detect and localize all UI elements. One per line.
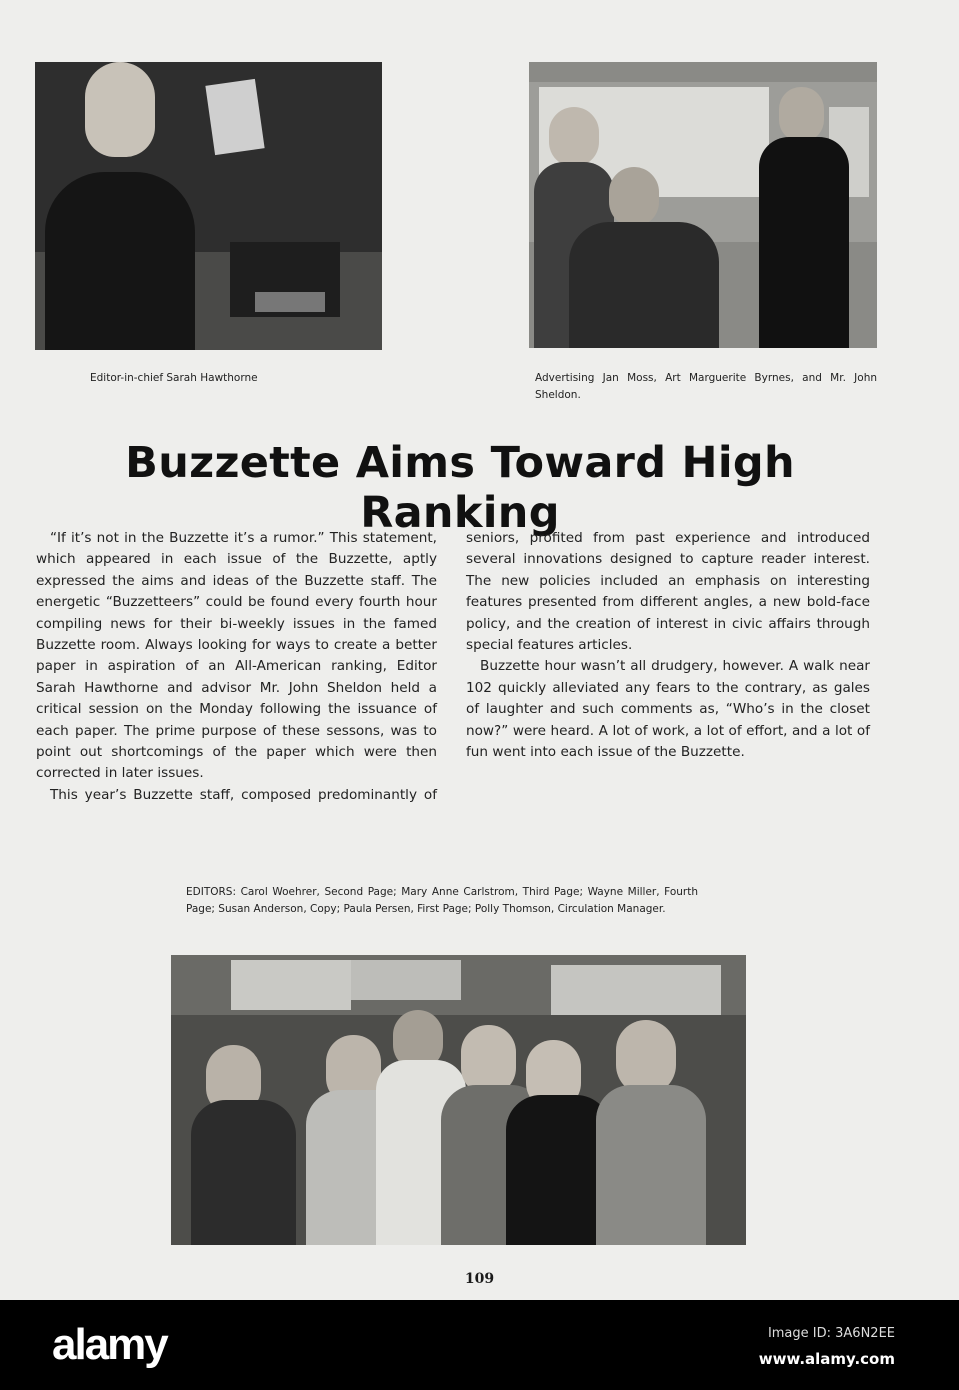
caption-editor: Editor-in-chief Sarah Hawthorne xyxy=(90,372,258,384)
article-paragraph: Buzzette hour wasn’t all drudgery, however. A walk near 102 quickly alleviated any fears to the contrary, as gales of laughter and such comments as, “Who’s in the closet now?” were heard. A lot of work, a lot of effort, and a lot of fun went into each issue of the Buzzette. xyxy=(466,658,870,761)
article-paragraph: “If it’s not in the Buzzette it’s a rumor.” This statement, which appeared in each issue of the Buzzette, aptly expressed the aims and ideas of the Buzzette staff. The energetic “Buzzetteers” could be found every fourth hour compiling news for their bi-weekly issues in the famed Buzzette room. Always looking for ways to create a better paper in aspiration of an All-American ranking, Editor Sarah Hawthorne and advisor Mr. John Sheldon held a critical session on the Monday following the issuance of each paper. The prime purpose of these sessons, was to point out shortcomings of the paper which were then corrected in later issues. xyxy=(36,530,437,782)
article-paragraph: This year’s Buzzette staff, composed predominantly of xyxy=(50,786,437,803)
alamy-logo: alamy xyxy=(52,1320,167,1369)
watermark-footer xyxy=(0,1300,959,1390)
photo-advertising-staff xyxy=(529,62,877,348)
watermark-url: www.alamy.com xyxy=(758,1350,895,1368)
caption-advertising: Advertising Jan Moss, Art Marguerite Byrnes, and Mr. John Sheldon. xyxy=(535,372,877,401)
image-id: Image ID: 3A6N2EE xyxy=(767,1326,895,1341)
article-paragraph: seniors, profited from past experience and introduced several innovations designed to capture reader interest. The new policies included an emphasis on interesting features presented from different angles, a new bold-face policy, and the creation of interest in civic affairs through special features articles. xyxy=(466,530,870,654)
article-column-left xyxy=(36,528,437,806)
photo-editors-group xyxy=(171,955,746,1245)
page-number: 109 xyxy=(464,1271,495,1287)
article-column-right xyxy=(466,528,870,763)
caption-editors: EDITORS: Carol Woehrer, Second Page; Mary Anne Carlstrom, Third Page; Wayne Miller, Fourth Page; Susan Anderson, Copy; Paula Persen, First Page; Polly Thomson, Circulation Manager. xyxy=(186,886,698,915)
photo-editor-at-typewriter xyxy=(35,62,382,350)
article-title: Buzzette Aims Toward High Ranking xyxy=(125,438,795,538)
